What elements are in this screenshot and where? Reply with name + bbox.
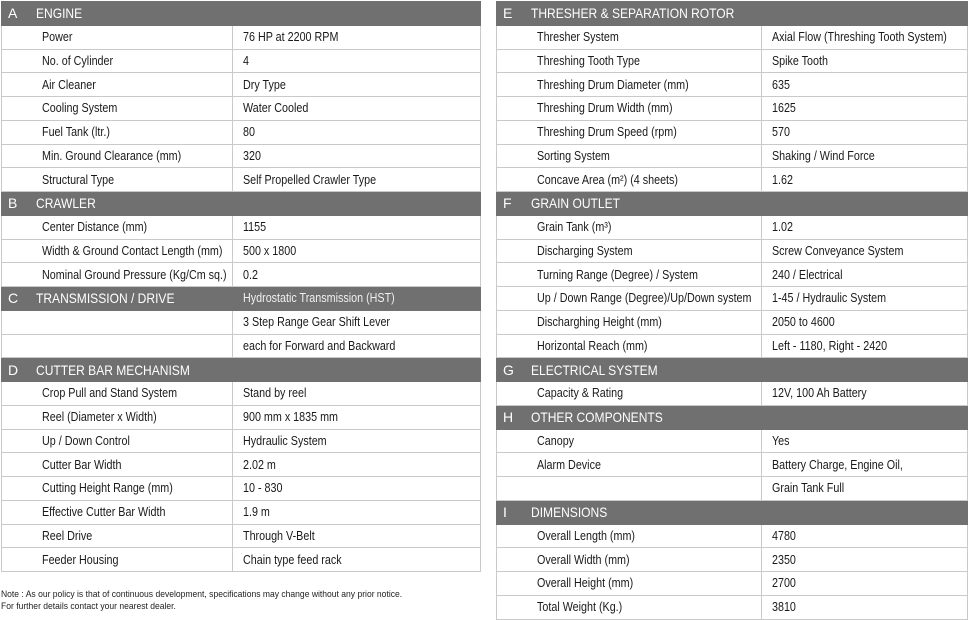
section-value-text: Hydrostatic Transmission (HST) <box>243 291 395 306</box>
section-title <box>531 405 968 429</box>
spec-row <box>497 25 968 49</box>
spec-label-text: Turning Range (Degree) / System <box>537 267 698 282</box>
section-title-text: ENGINE <box>36 5 83 22</box>
spec-value-text: 0.2 <box>243 267 258 282</box>
spec-label-text: Center Distance (mm) <box>42 220 148 235</box>
spec-value-text: Through V-Belt <box>243 528 315 543</box>
spec-value-text: 12V, 100 Ah Battery <box>772 386 867 401</box>
spec-row <box>497 120 968 144</box>
spec-row <box>497 239 968 263</box>
spec-value <box>233 263 481 287</box>
spec-value-text: Water Cooled <box>243 101 309 116</box>
section-letter: D <box>2 358 36 382</box>
spec-label <box>2 49 233 73</box>
spec-label <box>2 73 233 97</box>
section-title-text: ELECTRICAL SYSTEM <box>531 361 658 378</box>
spec-value <box>762 25 968 49</box>
spec-value-text: 320 <box>243 148 261 163</box>
spec-label <box>497 382 762 406</box>
spec-label-text: Horizontal Reach (mm) <box>537 338 648 353</box>
spec-row <box>497 73 968 97</box>
spec-row <box>497 168 968 192</box>
spec-label-text: No. of Cylinder <box>42 53 114 68</box>
note-line-1: Note : As our policy is that of continuous development, specifications may change without any prior notice. <box>1 589 403 600</box>
spec-value <box>762 168 968 192</box>
spec-value-text: 1.62 <box>772 172 793 187</box>
spec-row <box>2 453 481 477</box>
spec-value-text: Chain type feed rack <box>243 552 342 567</box>
spec-row <box>497 334 968 358</box>
spec-value <box>233 144 481 168</box>
spec-value-text: Shaking / Wind Force <box>772 148 875 163</box>
spec-label <box>497 215 762 239</box>
section-header <box>2 287 481 311</box>
spec-label <box>497 310 762 334</box>
spec-value <box>762 239 968 263</box>
spec-row <box>2 548 481 572</box>
spec-row <box>497 382 968 406</box>
spec-row <box>497 524 968 548</box>
spec-label <box>2 239 233 263</box>
spec-label <box>497 49 762 73</box>
spec-value-text: Left - 1180, Right - 2420 <box>772 338 888 353</box>
spec-row <box>2 49 481 73</box>
spec-row <box>2 239 481 263</box>
spec-label <box>497 168 762 192</box>
spec-row <box>2 73 481 97</box>
spec-label <box>2 477 233 501</box>
spec-value-text: Battery Charge, Engine Oil, <box>772 457 903 472</box>
spec-value <box>233 453 481 477</box>
spec-label <box>497 239 762 263</box>
spec-row <box>2 524 481 548</box>
disclaimer-note <box>1 589 447 613</box>
spec-label-text: Cutter Bar Width <box>42 457 122 472</box>
spec-value-text: 80 <box>243 125 255 140</box>
spec-label-text: Cooling System <box>42 101 118 116</box>
spec-value <box>762 453 968 477</box>
spec-value <box>233 524 481 548</box>
spec-value-text: 1155 <box>243 220 267 235</box>
spec-label-text: Fuel Tank (ltr.) <box>42 125 110 140</box>
spec-value <box>762 97 968 121</box>
spec-row <box>2 500 481 524</box>
spec-row <box>2 382 481 406</box>
section-title <box>531 192 968 216</box>
left-spec-table <box>1 1 481 572</box>
spec-value-text: Self Propelled Crawler Type <box>243 172 377 187</box>
spec-row <box>497 572 968 596</box>
spec-row <box>2 477 481 501</box>
spec-row <box>497 287 968 311</box>
spec-value <box>762 572 968 596</box>
spec-value <box>762 120 968 144</box>
spec-row <box>2 215 481 239</box>
section-header <box>497 2 968 26</box>
spec-label-text: Threshing Drum Speed (rpm) <box>537 125 677 140</box>
spec-label-text: Canopy <box>537 433 575 448</box>
spec-value-text: 1.02 <box>772 220 793 235</box>
spec-label-text: Overall Width (mm) <box>537 552 630 567</box>
spec-value-text: 4780 <box>772 528 796 543</box>
spec-value-text: Dry Type <box>243 77 286 92</box>
spec-value <box>233 73 481 97</box>
spec-label-text: Reel Drive <box>42 528 93 543</box>
spec-label-text: Overall Height (mm) <box>537 576 634 591</box>
right-spec-table <box>496 1 968 620</box>
spec-label <box>497 334 762 358</box>
section-title <box>531 2 968 26</box>
spec-row <box>497 144 968 168</box>
spec-label <box>497 524 762 548</box>
spec-row <box>497 215 968 239</box>
section-header <box>2 192 481 216</box>
spec-value <box>762 49 968 73</box>
spec-value <box>762 429 968 453</box>
spec-label <box>497 548 762 572</box>
spec-row <box>2 168 481 192</box>
spec-row <box>2 263 481 287</box>
section-title <box>531 358 968 382</box>
section-letter: A <box>2 2 36 26</box>
spec-value <box>762 477 968 501</box>
spec-value <box>233 97 481 121</box>
spec-label-text: Crop Pull and Stand System <box>42 386 178 401</box>
spec-value-text: Spike Tooth <box>772 53 828 68</box>
spec-value-text: 1625 <box>772 101 796 116</box>
spec-value-text: Stand by reel <box>243 386 307 401</box>
section-title <box>36 192 481 216</box>
spec-label <box>2 310 233 334</box>
spec-row <box>497 548 968 572</box>
spec-label-text: Min. Ground Clearance (mm) <box>42 148 182 163</box>
spec-value-text: 2700 <box>772 576 796 591</box>
section-title-text: CRAWLER <box>36 195 96 212</box>
spec-row <box>2 334 481 358</box>
section-title-text: DIMENSIONS <box>531 504 608 521</box>
spec-value <box>233 239 481 263</box>
section-title <box>36 358 481 382</box>
spec-label-text: Cutting Height Range (mm) <box>42 481 173 496</box>
spec-value-text: 2350 <box>772 552 796 567</box>
spec-label-text: Capacity & Rating <box>537 386 624 401</box>
spec-label-text: Discharghing Height (mm) <box>537 315 662 330</box>
section-title <box>36 2 481 26</box>
spec-label <box>497 73 762 97</box>
spec-value-text: Screw Conveyance System <box>772 243 904 258</box>
note-line-2: For further details contact your nearest dealer. <box>1 601 176 612</box>
spec-label <box>497 287 762 311</box>
spec-row <box>497 263 968 287</box>
spec-value-text: 500 x 1800 <box>243 243 297 258</box>
spec-label <box>2 144 233 168</box>
spec-value <box>762 287 968 311</box>
spec-row <box>497 477 968 501</box>
spec-label <box>497 477 762 501</box>
spec-label-text: Up / Down Control <box>42 433 130 448</box>
section-header <box>2 358 481 382</box>
spec-value <box>233 49 481 73</box>
spec-value <box>762 524 968 548</box>
spec-value-text: each for Forward and Backward <box>243 338 396 353</box>
spec-value-text: 900 mm x 1835 mm <box>243 410 339 425</box>
section-title-text: CUTTER BAR MECHANISM <box>36 361 190 378</box>
spec-row <box>497 429 968 453</box>
spec-label <box>2 334 233 358</box>
section-letter: C <box>2 287 36 311</box>
section-letter: G <box>497 358 531 382</box>
spec-value <box>762 548 968 572</box>
spec-row <box>497 595 968 619</box>
spec-value-text: 2050 to 4600 <box>772 315 835 330</box>
spec-row <box>2 144 481 168</box>
spec-label-text: Total Weight (Kg.) <box>537 600 623 615</box>
spec-label-text: Threshing Tooth Type <box>537 53 640 68</box>
spec-row <box>497 310 968 334</box>
spec-label <box>497 429 762 453</box>
section-header <box>497 192 968 216</box>
spec-label-text: Nominal Ground Pressure (Kg/Cm sq.) <box>42 267 227 282</box>
spec-label <box>2 500 233 524</box>
section-header <box>2 2 481 26</box>
spec-row <box>497 49 968 73</box>
spec-label <box>497 263 762 287</box>
spec-label-text: Width & Ground Contact Length (mm) <box>42 243 223 258</box>
spec-label-text: Alarm Device <box>537 457 601 472</box>
spec-table-left <box>1 1 481 572</box>
spec-value <box>762 382 968 406</box>
spec-value-text: Grain Tank Full <box>772 481 845 496</box>
spec-value <box>233 215 481 239</box>
spec-value-text: 76 HP at 2200 RPM <box>243 30 339 45</box>
spec-label <box>2 548 233 572</box>
spec-label <box>2 382 233 406</box>
spec-value <box>233 405 481 429</box>
spec-label <box>2 429 233 453</box>
spec-label <box>2 263 233 287</box>
spec-value <box>233 168 481 192</box>
spec-label <box>2 120 233 144</box>
spec-label <box>497 97 762 121</box>
spec-value <box>233 25 481 49</box>
spec-value <box>233 429 481 453</box>
spec-label <box>2 168 233 192</box>
spec-value-text: 1-45 / Hydraulic System <box>772 291 887 306</box>
spec-label <box>2 25 233 49</box>
section-value <box>233 287 481 311</box>
section-title <box>36 287 233 311</box>
spec-label <box>497 144 762 168</box>
section-title-text: OTHER COMPONENTS <box>531 409 663 426</box>
spec-value <box>762 215 968 239</box>
section-header <box>497 358 968 382</box>
section-header <box>497 405 968 429</box>
spec-value-text: 3 Step Range Gear Shift Lever <box>243 315 391 330</box>
spec-label-text: Threshing Drum Width (mm) <box>537 101 673 116</box>
spec-label <box>497 595 762 619</box>
spec-label-text: Air Cleaner <box>42 77 96 92</box>
spec-value <box>762 310 968 334</box>
spec-value <box>233 382 481 406</box>
spec-label <box>2 215 233 239</box>
section-letter: E <box>497 2 531 26</box>
section-letter: B <box>2 192 36 216</box>
section-letter: F <box>497 192 531 216</box>
section-title-text: GRAIN OUTLET <box>531 195 620 212</box>
spec-label <box>497 25 762 49</box>
spec-row <box>2 310 481 334</box>
spec-label-text: Thresher System <box>537 30 619 45</box>
section-letter: H <box>497 405 531 429</box>
spec-row <box>2 25 481 49</box>
spec-value-text: 3810 <box>772 600 796 615</box>
spec-label-text: Discharging System <box>537 243 633 258</box>
spec-value-text: 10 - 830 <box>243 481 283 496</box>
spec-value-text: 240 / Electrical <box>772 267 843 282</box>
spec-row <box>2 429 481 453</box>
spec-row <box>2 405 481 429</box>
spec-value <box>762 73 968 97</box>
spec-label-text: Feeder Housing <box>42 552 119 567</box>
spec-label <box>2 405 233 429</box>
spec-label <box>2 453 233 477</box>
spec-value-text: 1.9 m <box>243 505 270 520</box>
spec-value-text: 635 <box>772 77 790 92</box>
spec-value <box>233 477 481 501</box>
spec-label <box>497 453 762 477</box>
spec-label-text: Threshing Drum Diameter (mm) <box>537 77 689 92</box>
spec-value <box>233 310 481 334</box>
section-title-text: THRESHER & SEPARATION ROTOR <box>531 5 735 22</box>
section-header <box>497 500 968 524</box>
spec-label-text: Up / Down Range (Degree)/Up/Down system <box>537 291 752 306</box>
spec-value-text: Axial Flow (Threshing Tooth System) <box>772 30 947 45</box>
section-letter: I <box>497 500 531 524</box>
spec-row <box>2 120 481 144</box>
spec-value <box>233 120 481 144</box>
spec-value <box>233 334 481 358</box>
spec-value-text: 4 <box>243 53 249 68</box>
spec-label <box>497 120 762 144</box>
spec-value-text: Hydraulic System <box>243 433 327 448</box>
spec-value-text: 2.02 m <box>243 457 276 472</box>
spec-row <box>497 453 968 477</box>
spec-value <box>233 548 481 572</box>
spec-value <box>233 500 481 524</box>
spec-label-text: Power <box>42 30 73 45</box>
spec-label-text: Reel (Diameter x Width) <box>42 410 157 425</box>
spec-row <box>497 97 968 121</box>
spec-label-text: Grain Tank (m³) <box>537 220 612 235</box>
spec-label <box>497 572 762 596</box>
spec-label-text: Effective Cutter Bar Width <box>42 505 166 520</box>
spec-value <box>762 263 968 287</box>
spec-label <box>2 97 233 121</box>
section-title-text: TRANSMISSION / DRIVE <box>36 290 175 307</box>
spec-table-right <box>496 1 968 620</box>
spec-label-text: Overall Length (mm) <box>537 528 635 543</box>
spec-value <box>762 334 968 358</box>
spec-label <box>2 524 233 548</box>
spec-value <box>762 595 968 619</box>
spec-value <box>762 144 968 168</box>
spec-value-text: 570 <box>772 125 790 140</box>
section-title <box>531 500 968 524</box>
spec-value-text: Yes <box>772 433 790 448</box>
spec-label-text: Sorting System <box>537 148 610 163</box>
spec-label-text: Concave Area (m²) (4 sheets) <box>537 172 678 187</box>
spec-label-text: Structural Type <box>42 172 115 187</box>
spec-row <box>2 97 481 121</box>
